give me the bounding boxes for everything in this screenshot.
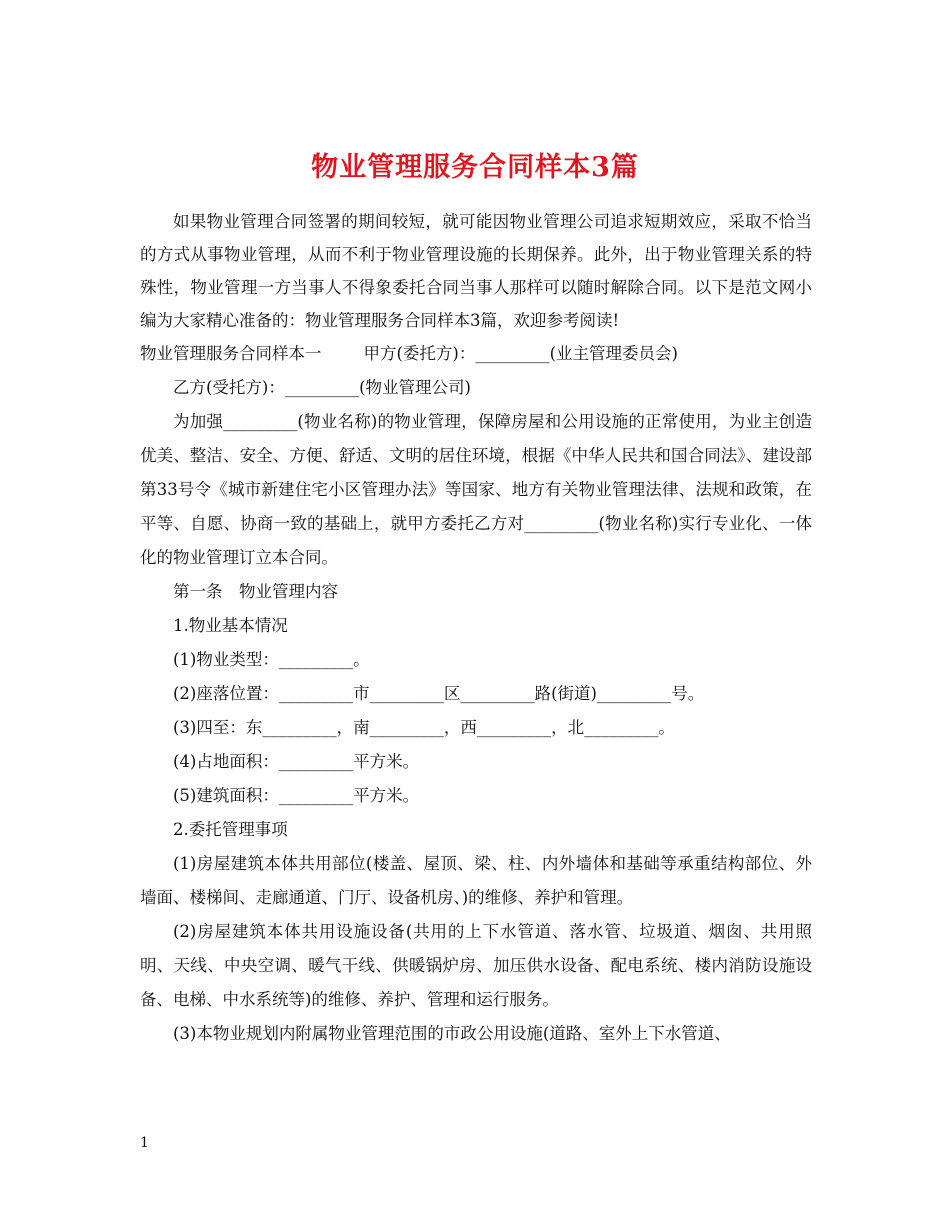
property-type-line: (1)物业类型：_________。: [173, 650, 370, 669]
contract-purpose-paragraph: 为加强_________(物业名称)的物业管理，保障房屋和公用设施的正常使用，为业主创造优美、整洁、安全、方便、舒适、文明的居住环境，根据《中华人民共和国合同法》、建设部第33号令《城市新建住宅小区管理办法》等国家、地方有关物业管理法律、法规和政策，在平等、自愿、协商一致的基础上，就甲方委托乙方对_________(物业名称)实行专业化、一体化的物业管理订立本合同。: [140, 412, 812, 567]
page-number: 1: [140, 1135, 149, 1151]
land-area-line: (4)占地面积：_________平方米。: [173, 752, 420, 771]
building-area-line: (5)建筑面积：_________平方米。: [173, 786, 420, 805]
document-body: [140, 205, 812, 1051]
sample-heading-party-a: 物业管理服务合同样本一 甲方(委托方)：_________(业主管理委员会): [140, 344, 678, 363]
article-one-heading: 第一条 物业管理内容: [173, 582, 338, 601]
party-b-line: 乙方(受托方)：_________(物业管理公司): [173, 378, 471, 397]
entrusted-matters-heading: 2.委托管理事项: [173, 820, 288, 839]
municipal-facilities-paragraph: (3)本物业规划内附属物业管理范围的市政公用设施(道路、室外上下水管道、: [173, 1024, 731, 1043]
common-parts-paragraph: (1)房屋建筑本体共用部位(楼盖、屋顶、梁、柱、内外墙体和基础等承重结构部位、外墙面、楼梯间、走廊通道、门厅、设备机房、)的维修、养护和管理。: [140, 854, 812, 907]
common-facilities-paragraph: (2)房屋建筑本体共用设施设备(共用的上下水管道、落水管、垃圾道、烟囱、共用照明、天线、中央空调、暖气干线、供暖锅炉房、加压供水设备、配电系统、楼内消防设施设备、电梯、中水系统等)的维修、养护、管理和运行服务。: [140, 922, 812, 1009]
boundaries-line: (3)四至：东_________，南_________，西_________，北_________。: [173, 718, 675, 737]
intro-paragraph: 如果物业管理合同签署的期间较短，就可能因物业管理公司追求短期效应，采取不恰当的方式从事物业管理，从而不利于物业管理设施的长期保养。此外，出于物业管理关系的特殊性，物业管理一方当事人不得象委托合同当事人那样可以随时解除合同。以下是范文网小编为大家精心准备的：物业管理服务合同样本3篇，欢迎参考阅读!: [140, 212, 812, 330]
location-line: (2)座落位置：_________市_________区_________路(街道)_________号。: [173, 684, 705, 703]
property-basic-info-heading: 1.物业基本情况: [173, 616, 288, 635]
document-title: 物业管理服务合同样本3篇: [311, 152, 639, 184]
